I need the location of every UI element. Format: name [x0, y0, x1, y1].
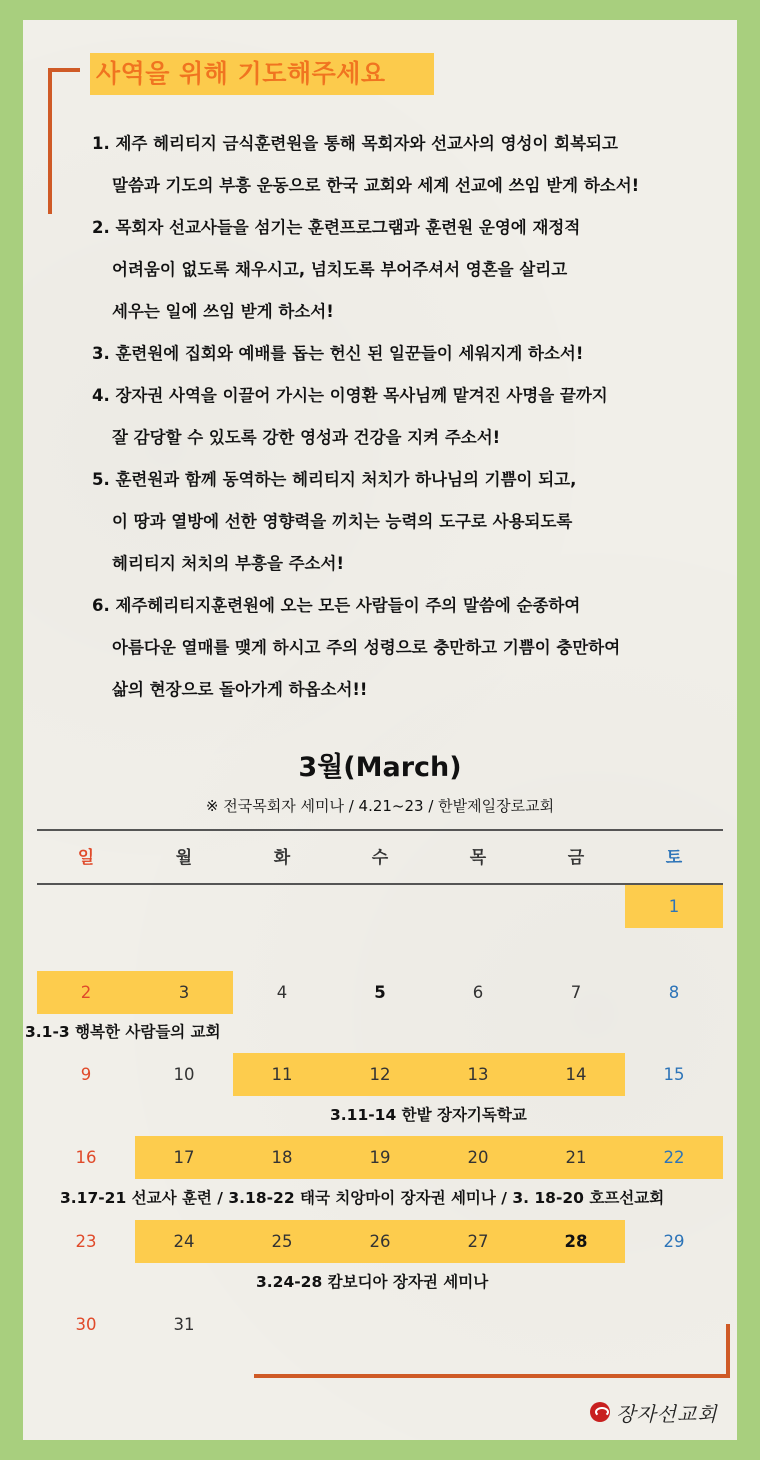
calendar-header-rule [37, 883, 723, 885]
weekday-0: 일 [77, 848, 95, 868]
prayer-line: 6. 제주헤리티지훈련원에 오는 모든 사람들이 주의 말씀에 순종하여 [92, 596, 581, 615]
week-event: 3.1-3 행복한 사람들의 교회 [25, 1023, 221, 1041]
day-cell: 14 [565, 1065, 587, 1084]
prayer-line: 잘 감당할 수 있도록 강한 영성과 건강을 지켜 주소서! [112, 428, 501, 447]
logo [590, 1396, 718, 1428]
prayer-line: 헤리티지 처치의 부흥을 주소서! [112, 554, 344, 573]
day-cell: 6 [472, 983, 484, 1002]
weekday-1: 월 [175, 848, 193, 868]
bracket-top-left [48, 68, 80, 72]
day-cell: 29 [663, 1232, 685, 1251]
prayer-line: 4. 장자권 사역을 이끌어 가시는 이영환 목사님께 맡겨진 사명을 끝까지 [92, 386, 608, 405]
prayer-line: 이 땅과 열방에 선한 영향력을 끼치는 능력의 도구로 사용되도록 [112, 512, 573, 531]
prayer-line: 말씀과 기도의 부흥 운동으로 한국 교회와 세계 선교에 쓰임 받게 하소서! [112, 176, 640, 195]
day-cell: 31 [173, 1315, 195, 1334]
day-cell: 26 [369, 1232, 391, 1251]
day-cell: 18 [271, 1148, 293, 1167]
day-cell: 24 [173, 1232, 195, 1251]
day-cell: 1 [668, 897, 680, 916]
logo-text: 장자선교회 [616, 1401, 718, 1426]
day-cell: 20 [467, 1148, 489, 1167]
day-cell: 5 [374, 983, 386, 1002]
day-cell: 27 [467, 1232, 489, 1251]
day-cell: 3 [178, 983, 190, 1002]
prayer-list [92, 123, 732, 711]
week-event: 3.17-21 선교사 훈련 / 3.18-22 태국 치앙마이 장자권 세미나 / 3. 18-20 호프선교회 [60, 1189, 665, 1207]
weekday-3: 수 [371, 848, 389, 868]
weekday-5: 금 [567, 848, 585, 868]
day-cell: 12 [369, 1065, 391, 1084]
prayer-line: 아름다운 열매를 맺게 하시고 주의 성령으로 충만하고 기쁨이 충만하여 [112, 638, 621, 657]
prayer-line: 1. 제주 헤리티지 금식훈련원을 통해 목회자와 선교사의 영성이 회복되고 [92, 134, 618, 153]
day-cell: 8 [668, 983, 680, 1002]
bracket-top-left-vertical [48, 68, 52, 214]
bracket-bottom-right [254, 1374, 730, 1378]
weekday-2: 화 [273, 848, 291, 868]
week-event: 3.24-28 캄보디아 장자권 세미나 [256, 1273, 489, 1291]
day-cell: 25 [271, 1232, 293, 1251]
day-cell: 16 [75, 1148, 97, 1167]
day-cell: 13 [467, 1065, 489, 1084]
prayer-line: 5. 훈련원과 함께 동역하는 헤리티지 처치가 하나님의 기쁨이 되고, [92, 470, 577, 489]
event-note: ※ 전국목회자 세미나 / 4.21~23 / 한밭제일장로교회 [205, 797, 555, 815]
day-cell: 28 [564, 1232, 588, 1251]
prayer-line: 세우는 일에 쓰임 받게 하소서! [112, 302, 334, 321]
church-logo-icon [590, 1402, 610, 1422]
day-cell: 11 [271, 1065, 293, 1084]
day-cell: 9 [80, 1065, 92, 1084]
prayer-title: 사역을 위해 기도해주세요 [90, 53, 434, 95]
bracket-bottom-right-vertical [726, 1324, 730, 1378]
weekday-6: 토 [665, 848, 683, 868]
month-title: 3월(March) [298, 752, 462, 783]
weekday-header [37, 840, 723, 876]
day-cell: 4 [276, 983, 288, 1002]
day-cell: 23 [75, 1232, 97, 1251]
prayer-line: 어려움이 없도록 채우시고, 넘치도록 부어주셔서 영혼을 살리고 [112, 260, 568, 279]
day-cell: 10 [173, 1065, 195, 1084]
day-cell: 2 [80, 983, 92, 1002]
day-cell: 30 [75, 1315, 97, 1334]
day-cell: 7 [570, 983, 582, 1002]
day-cell: 15 [663, 1065, 685, 1084]
day-cell: 21 [565, 1148, 587, 1167]
day-cell: 22 [663, 1148, 685, 1167]
weekday-4: 목 [469, 848, 487, 868]
week-event: 3.11-14 한밭 장자기독학교 [330, 1106, 527, 1124]
day-cell: 19 [369, 1148, 391, 1167]
prayer-line: 2. 목회자 선교사들을 섬기는 훈련프로그램과 훈련원 운영에 재정적 [92, 218, 581, 237]
prayer-line: 삶의 현장으로 돌아가게 하옵소서!! [112, 680, 368, 699]
day-cell: 17 [173, 1148, 195, 1167]
calendar-top-rule [37, 829, 723, 831]
prayer-line: 3. 훈련원에 집회와 예배를 돕는 헌신 된 일꾼들이 세워지게 하소서! [92, 344, 584, 363]
